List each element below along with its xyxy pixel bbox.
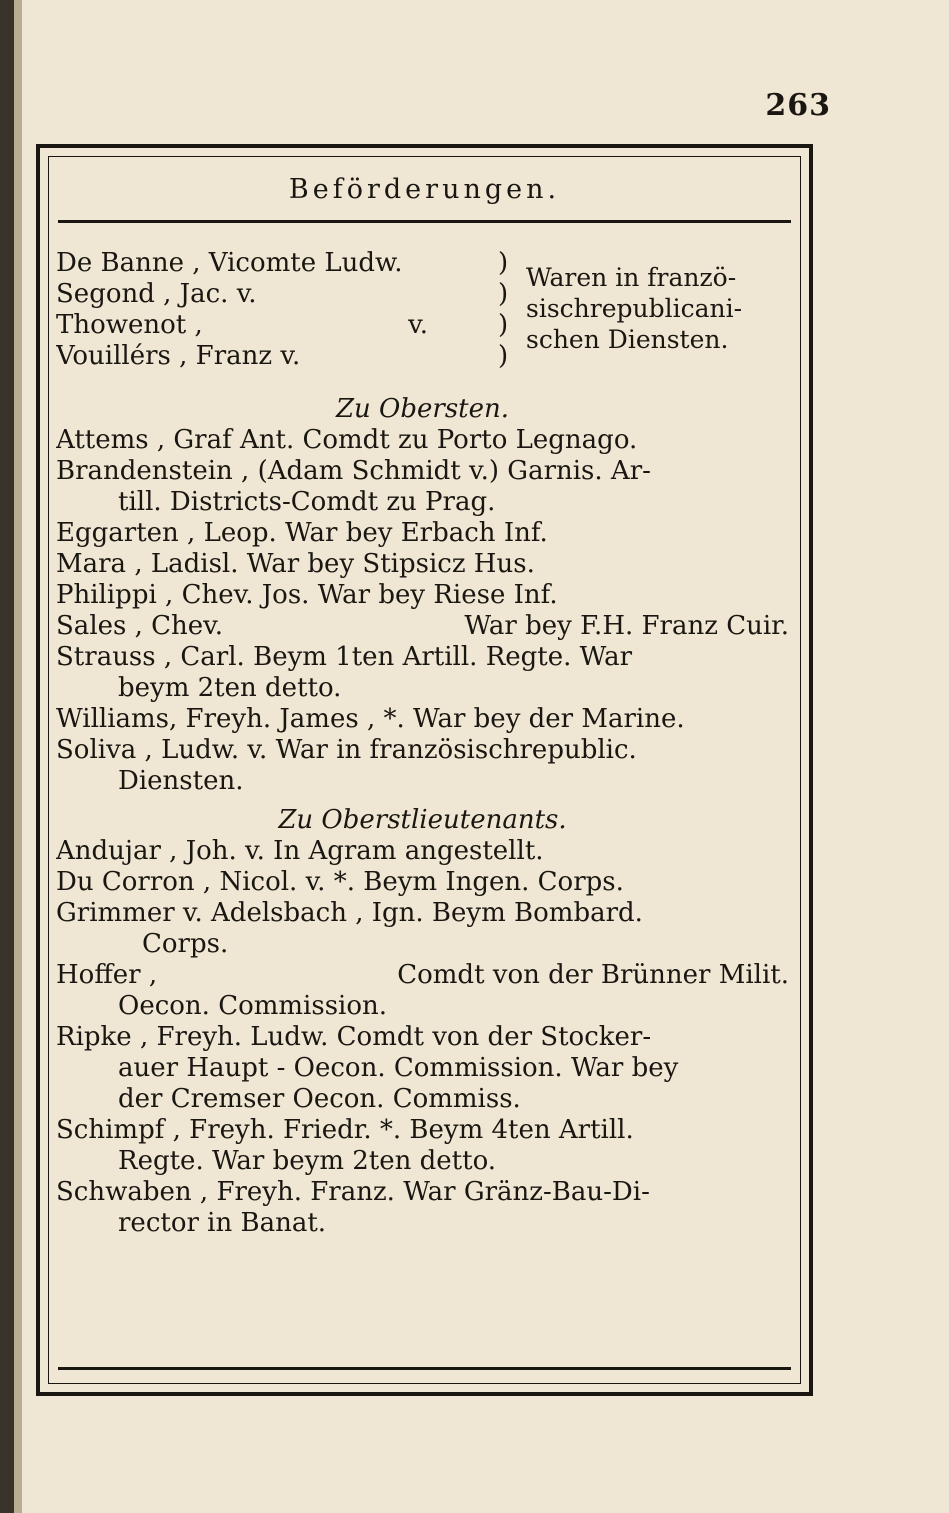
entry-line: rector in Banat. bbox=[118, 1208, 327, 1238]
bracket: ) bbox=[498, 279, 509, 309]
person-name: Thowenot , bbox=[56, 310, 203, 340]
entry-line: Schwaben , Freyh. Franz. War Gränz-Bau-Di- bbox=[56, 1177, 650, 1207]
entry-line: Oecon. Commission. bbox=[118, 991, 388, 1021]
entry-line: Andujar , Joh. v. In Agram angestellt. bbox=[56, 836, 544, 866]
entry-name: Hoffer , bbox=[56, 960, 158, 990]
entry-line: auer Haupt - Oecon. Commission. War bey bbox=[118, 1053, 679, 1083]
bottom-rule bbox=[58, 1367, 791, 1370]
entry-line: Grimmer v. Adelsbach , Ign. Beym Bombard. bbox=[56, 898, 643, 928]
promotion-group bbox=[56, 248, 776, 378]
entry-line: Attems , Graf Ant. Comdt zu Porto Legnago. bbox=[56, 425, 638, 455]
person-name: Vouillérs , Franz v. bbox=[56, 341, 301, 371]
entry-line: Eggarten , Leop. War bey Erbach Inf. bbox=[56, 518, 548, 548]
entry-detail: War bey F.H. Franz Cuir. bbox=[464, 611, 789, 641]
entry-line: Williams, Freyh. James , *. War bey der Marine. bbox=[56, 704, 685, 734]
entry-line: Schimpf , Freyh. Friedr. *. Beym 4ten Artill. bbox=[56, 1115, 634, 1145]
entry-line: Strauss , Carl. Beym 1ten Artill. Regte. War bbox=[56, 642, 633, 672]
group-name-line bbox=[56, 310, 504, 341]
entry-line: Soliva , Ludw. v. War in französischrepublic. bbox=[56, 735, 637, 765]
bracket: ) bbox=[498, 248, 509, 278]
group-name-line bbox=[56, 248, 504, 279]
entry-line: der Cremser Oecon. Commiss. bbox=[118, 1084, 521, 1114]
person-name: De Banne , Vicomte Ludw. bbox=[56, 248, 403, 278]
entry-line: beym 2ten detto. bbox=[118, 673, 342, 703]
note-line: sischrepublicani- bbox=[526, 294, 743, 323]
group-note bbox=[526, 262, 796, 355]
entry-line: Ripke , Freyh. Ludw. Comdt von der Stocker- bbox=[56, 1022, 652, 1052]
group-brackets bbox=[498, 248, 520, 372]
page-number: 263 bbox=[765, 88, 831, 123]
entry-line: Brandenstein , (Adam Schmidt v.) Garnis. Ar- bbox=[56, 456, 651, 486]
entry-name: Sales , Chev. bbox=[56, 611, 224, 641]
page-gutter bbox=[14, 0, 22, 1513]
group-name-line bbox=[56, 341, 504, 372]
heading-rule bbox=[58, 220, 791, 223]
page-heading: Beförderungen. bbox=[288, 174, 561, 205]
group-names bbox=[56, 248, 504, 372]
entry-line: Mara , Ladisl. War bey Stipsicz Hus. bbox=[56, 549, 535, 579]
book-spine bbox=[0, 0, 14, 1513]
entry-line: Du Corron , Nicol. v. *. Beym Ingen. Corps. bbox=[56, 867, 624, 897]
section-obersten bbox=[56, 394, 789, 1239]
entry-detail: Comdt von der Brünner Milit. bbox=[397, 960, 789, 990]
entry-line: till. Districts-Comdt zu Prag. bbox=[118, 487, 496, 517]
entry-line: Diensten. bbox=[118, 766, 244, 796]
bracket: ) bbox=[498, 310, 509, 340]
bracket: ) bbox=[498, 341, 509, 371]
note-line: Waren in franzö- bbox=[526, 263, 737, 292]
person-rank: v. bbox=[408, 310, 428, 340]
section-title: Zu Oberstlieutenants. bbox=[278, 805, 567, 835]
section-title: Zu Obersten. bbox=[335, 394, 510, 424]
group-name-line bbox=[56, 279, 504, 310]
entry-line: Philippi , Chev. Jos. War bey Riese Inf. bbox=[56, 580, 558, 610]
entry-line bbox=[56, 960, 789, 991]
entry-line: Regte. War beym 2ten detto. bbox=[118, 1146, 497, 1176]
entry-line bbox=[56, 611, 789, 642]
page-frame bbox=[36, 144, 813, 1396]
entry-line: Corps. bbox=[142, 929, 229, 959]
note-line: schen Diensten. bbox=[526, 325, 729, 354]
person-name: Segond , Jac. v. bbox=[56, 279, 257, 309]
